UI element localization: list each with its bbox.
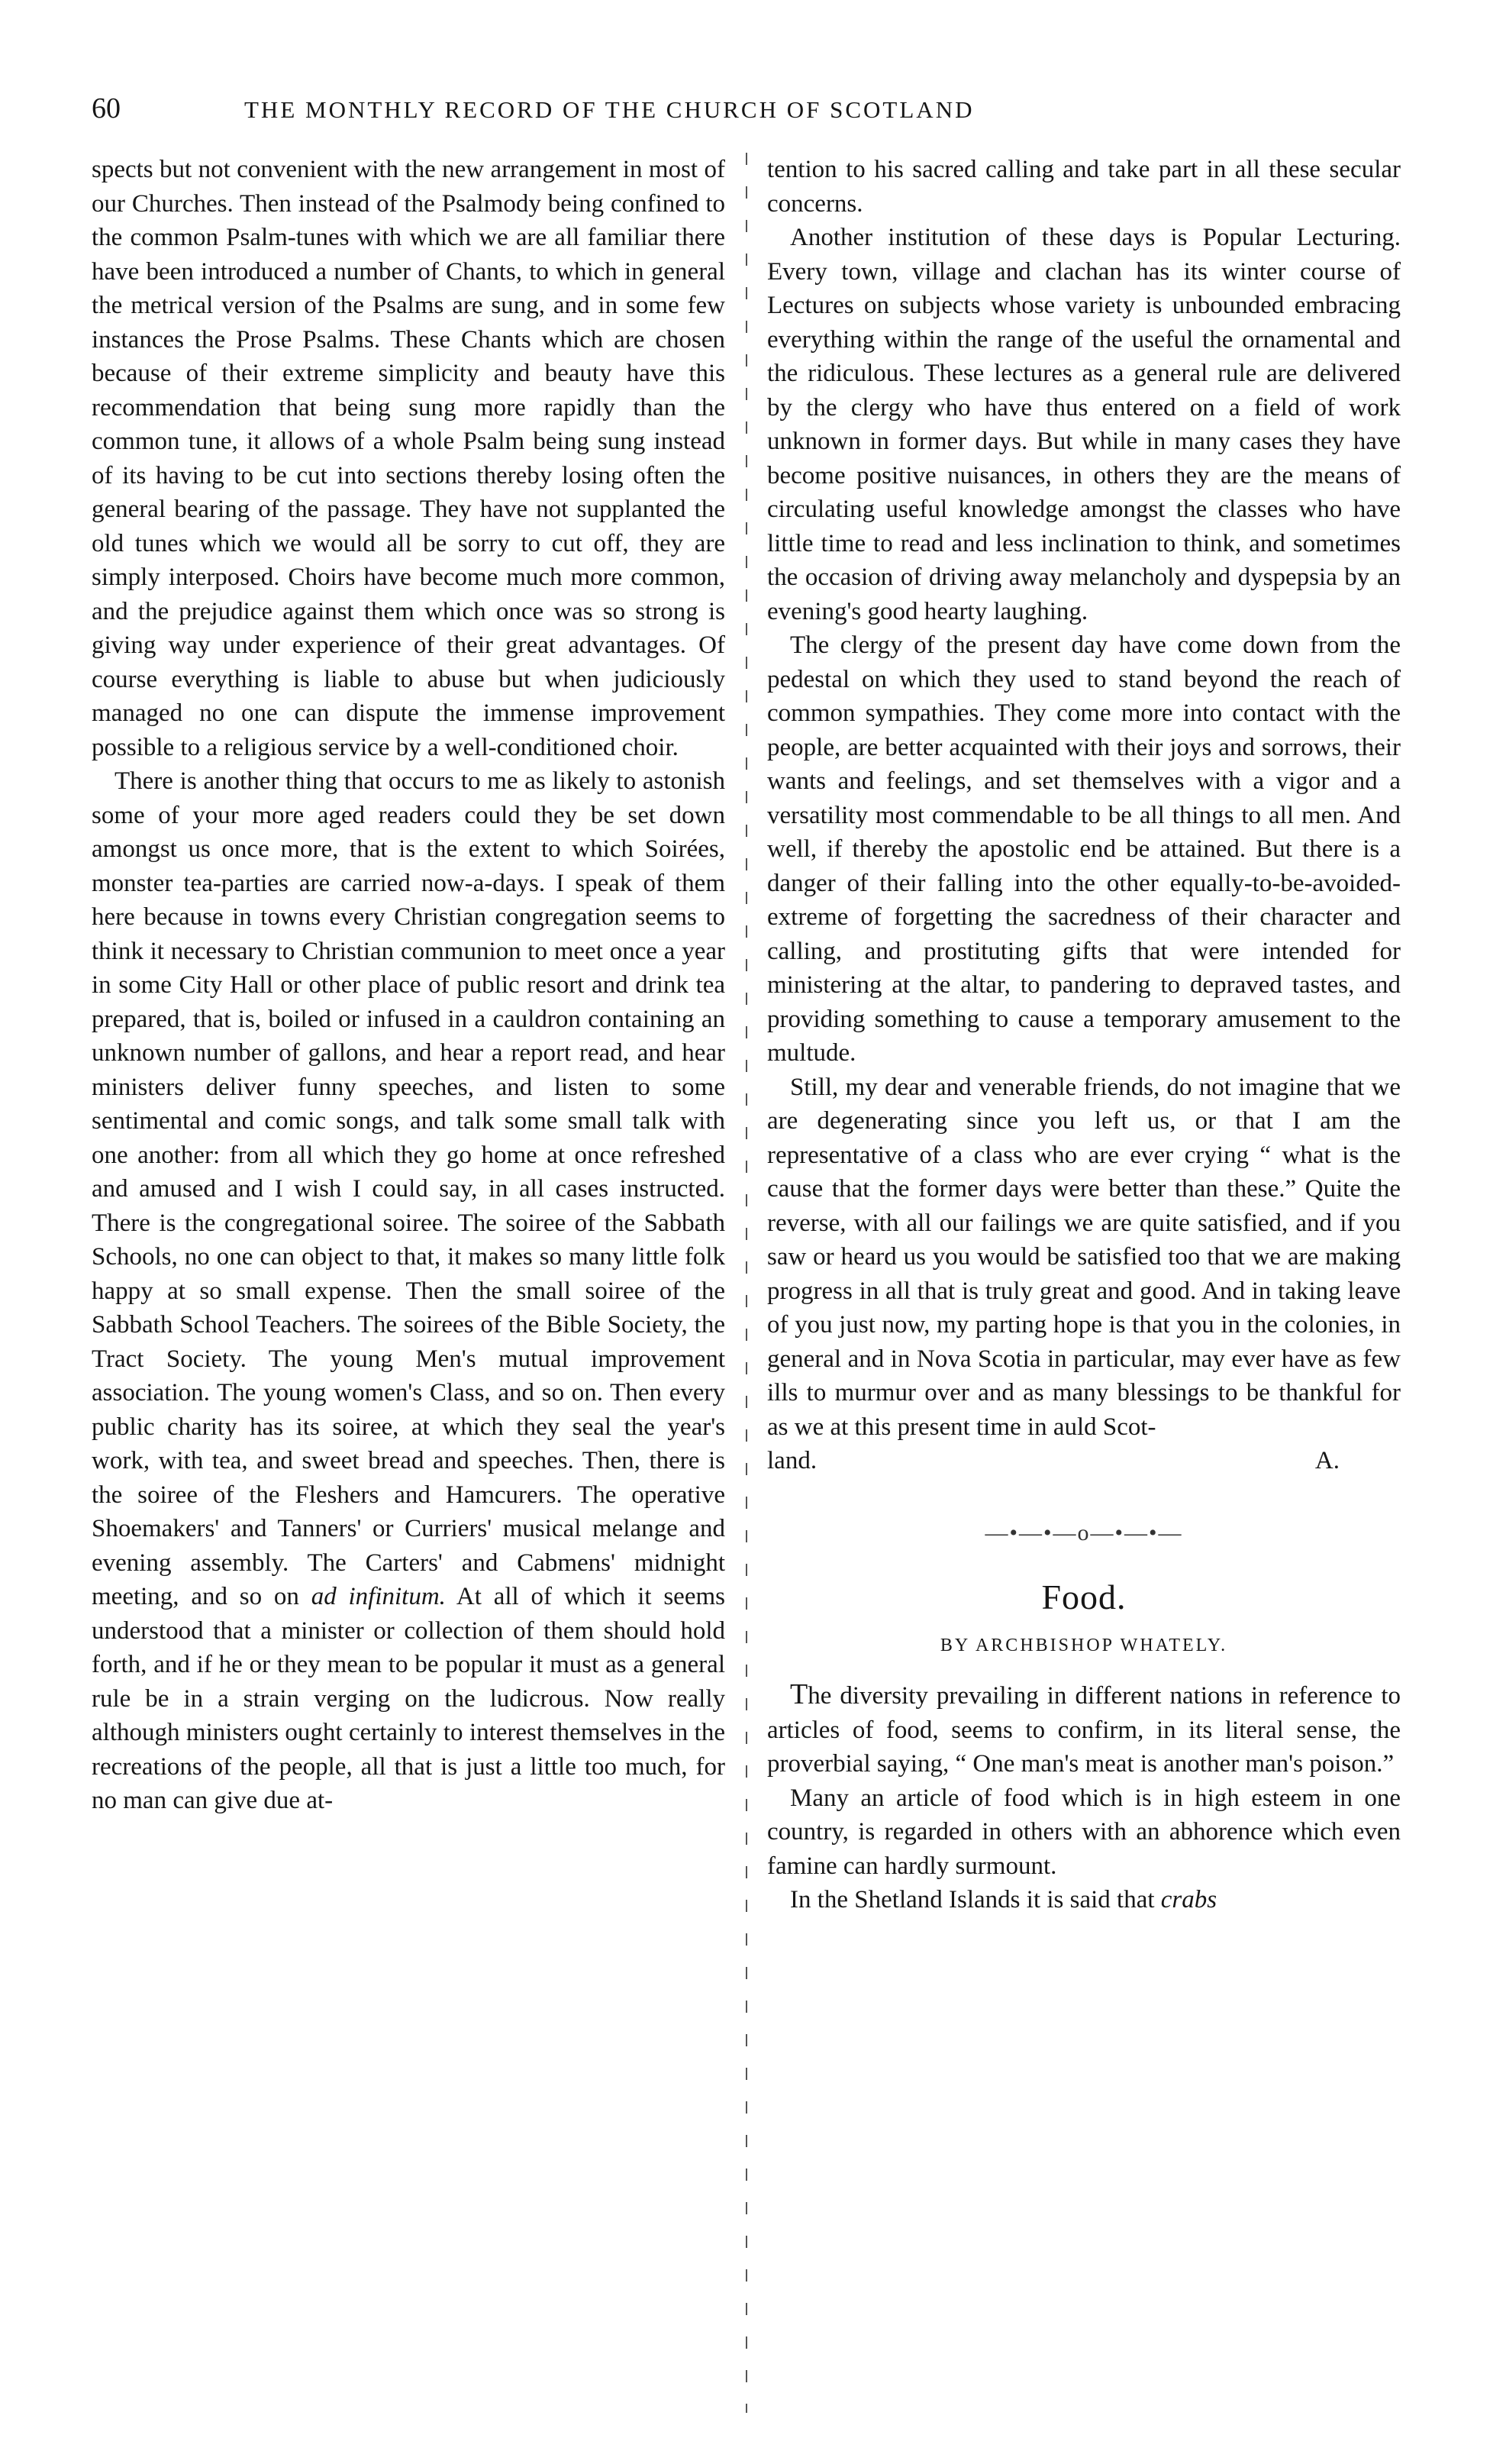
running-title: THE MONTHLY RECORD OF THE CHURCH OF SCOTLAND bbox=[244, 96, 975, 123]
two-column-body bbox=[92, 153, 1414, 2443]
soirees-text: There is another thing that occurs to me as likely to astonish some of your more aged readers could they be set down amongst us once more, that is the extent to which Soirées, monster tea-parties are carried now-a-days. I speak of them here because in towns every Christian congregation seems to think it necessary to Christian communion to meet once a year in some City Hall or other place of public resort and drink tea prepared, that is, boiled or infused in a cauldron containing an unknown number of gallons, and hear a report read, and hear ministers deliver funny speeches, and listen to some sentimental and comic songs, and talk some small talk with one another: from all which they go home at once refreshed and amused and I wish I could say, in all cases instructed. There is the congregational soiree. The soiree of the Sabbath Schools, no one can object to that, it makes so many little folk happy at so small expense. Then the small soiree of the Sabbath School Teachers. The soirees of the Bible Society, the Tract Society. The young Men's mutual improvement association. The young women's Class, and so on. Then every public charity has its soiree, at which they seal the year's work, with tea, and sweet bread and speeches. Then, there is the soiree of the Fleshers and Hamcurers. The operative Shoemakers' and Tanners' or Curriers' musical melange and evening assembly. The Carters' and Cabmens' midnight meeting, and so on bbox=[92, 767, 725, 1610]
paragraph-lecturing: Another institution of these days is Popular Lecturing. Every town, village and clachan has its winter course of Lectures on subjects whose variety is unbounded embracing everything within the range of the useful the ornamental and the ridiculous. These lectures as a general rule are delivered by the clergy who have thus entered on a field of work unknown in former days. But while in many cases they have become positive nuisances, in others they are the means of circulating useful knowledge amongst the classes who have little time to read and less inclination to think, and sometimes the occasion of driving away melancholy and dyspepsia by an evening's good hearty laughing. bbox=[767, 224, 1401, 625]
article-byline: BY ARCHBISHOP WHATELY. bbox=[940, 1635, 1228, 1655]
paragraph-farewell: Still, my dear and venerable friends, do not imagine that we are degenerating since you left us, or that I am the representative of a class who are ever crying “ what is the cause that the former days were better than these.” Quite the reverse, with all our failings we are quite satisfied, and if you saw or heard us you would be satisfied too that we are making progress in all that is truly great and good. And in taking leave of you just now, my parting hope is that you in the colonies, in general and in Nova Scotia in particular, may ever have as few ills to murmur over and as many blessings to be thankful for as we at this present time in auld Scot- bbox=[767, 1073, 1401, 1441]
paragraph-soirees bbox=[92, 764, 725, 1818]
shetland-italic-word: crabs bbox=[1160, 1886, 1217, 1913]
left-column bbox=[92, 153, 725, 1818]
paragraph-psalmody: spects but not convenient with the new arrangement in most of our Churches. Then instead of the Psalmody being confined to the common Psalm-tunes with which we are all familiar there have been introduced a number of Chants, to which in general the metrical version of the Psalms are sung, and in some few instances the Prose Psalms. These Chants which are chosen because of their extreme simplicity and beauty have this recommendation that being sung more rapidly than the common tune, it allows of a whole Psalm being sung instead of its having to be cut into sections thereby losing often the general bearing of the passage. They have not supplanted the old tunes which we would all be sorry to cut off, they are simply interposed. Choirs have become much more common, and the prejudice against them which once was so strong is giving way under experience of their great advantages. Of course everything is liable to abuse but when judiciously managed no one can dispute the immense improvement possible to a religious service by a well-conditioned choir. bbox=[92, 156, 725, 761]
paragraph-food-abhorence: Many an article of food which is in high esteem in one country, is regarded in others with an abhorence which even famine can hardly surmount. bbox=[767, 1784, 1401, 1880]
shetland-text: In the Shetland Islands it is said that bbox=[790, 1886, 1155, 1913]
closing-word: land. bbox=[767, 1447, 817, 1474]
section-divider: —•—•—o—•—•— bbox=[985, 1519, 1183, 1545]
soirees-text-continued: At all of which it seems understood that a minister or collection of them should hold forth, and if he or they mean to be popular it must as a general rule be in a strain verging on the ludicrous. Now really although ministers ought certainly to interest themselves in the recreations of the people, all that is just a little too much, for no man can give due at- bbox=[92, 1583, 725, 1814]
running-head bbox=[92, 92, 1414, 131]
paragraph-shetland bbox=[767, 1883, 1401, 1917]
latin-phrase: ad infinitum. bbox=[311, 1583, 446, 1610]
column-rule bbox=[746, 153, 747, 2413]
paragraph-continuation: tention to his sacred calling and take part in all these secular concerns. bbox=[767, 156, 1401, 218]
signature-line bbox=[767, 1444, 1401, 1478]
paragraph-food-diversity: The diversity prevailing in different nations in reference to articles of food, seems to confirm, in its literal sense, the proverbial saying, “ One man's meat is another man's poison.” bbox=[767, 1678, 1401, 1778]
paragraph-clergy: The clergy of the present day have come down from the pedestal on which they used to stand beyond the reach of common sympathies. They come more into contact with the people, are better acquainted with their joys and sorrows, their wants and feelings, and set themselves with a vigor and a versatility most commendable to be all things to all men. And well, if thereby the apostolic end be attained. But there is a danger of their falling into the other equally-to-be-avoided-extreme of forgetting the sacredness of their character and calling, and prostituting gifts that were intended for ministering at the altar, to pandering to depraved tastes, and providing something to cause a temporary amusement to the multude. bbox=[767, 631, 1401, 1067]
right-column bbox=[767, 153, 1401, 1917]
author-signature: A. bbox=[1314, 1447, 1340, 1474]
article-title: Food. bbox=[1041, 1578, 1127, 1616]
page-number: 60 bbox=[92, 92, 121, 124]
